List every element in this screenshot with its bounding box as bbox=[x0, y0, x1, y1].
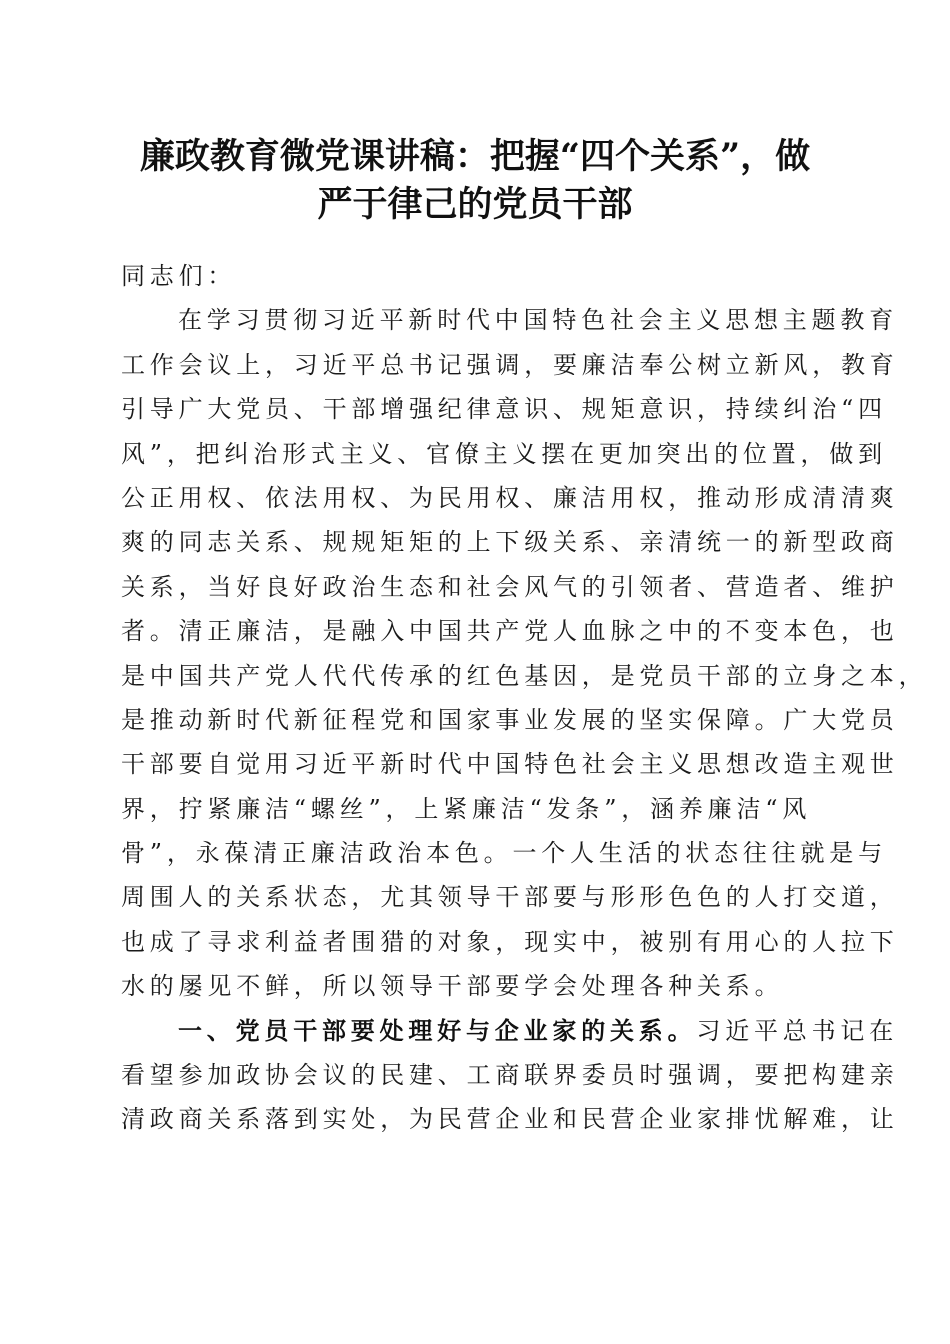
paragraph-line: 工作会议上，习近平总书记强调，要廉洁奉公树立新风，教育 bbox=[121, 350, 899, 379]
section-1-heading: 一、党员干部要处理好与企业家的关系。 bbox=[178, 1015, 697, 1045]
paragraph-line: 公正用权、依法用权、为民用权、廉洁用权，推动形成清清爽 bbox=[121, 483, 899, 512]
paragraph-line: 水的屡见不鲜，所以领导干部要学会处理各种关系。 bbox=[121, 972, 784, 1001]
paragraph-line: 关系，当好良好政治生态和社会风气的引领者、营造者、维护 bbox=[121, 572, 899, 601]
paragraph-line: 干部要自觉用习近平新时代中国特色社会主义思想改造主观世 bbox=[121, 750, 899, 779]
paragraph-line: 在学习贯彻习近平新时代中国特色社会主义思想主题教育 bbox=[178, 306, 898, 335]
paragraph-line: 清政商关系落到实处，为民营企业和民营企业家排忧解难，让 bbox=[121, 1105, 899, 1134]
paragraph-line: 看望参加政协会议的民建、工商联界委员时强调，要把构建亲 bbox=[121, 1061, 899, 1090]
document-title bbox=[110, 133, 840, 229]
document-body bbox=[121, 254, 928, 1142]
paragraph-line: 也成了寻求利益者围猎的对象，现实中，被别有用心的人拉下 bbox=[121, 927, 899, 956]
paragraph-line: 是推动新时代新征程党和国家事业发展的坚实保障。广大党员 bbox=[121, 705, 899, 734]
section-1 bbox=[121, 1009, 899, 1142]
paragraph-line: 是中国共产党人代代传承的红色基因，是党员干部的立身之本， bbox=[121, 661, 928, 690]
section-1-text: 习近平总书记在 bbox=[696, 1016, 899, 1045]
title-line-1: 廉政教育微党课讲稿：把握“四个关系”，做 bbox=[139, 136, 811, 177]
title-line-2: 严于律己的党员干部 bbox=[317, 184, 633, 225]
section-1-first-line bbox=[121, 1009, 899, 1053]
paragraph-line: 界，拧紧廉洁“螺丝”，上紧廉洁“发条”，涵养廉洁“风 bbox=[121, 794, 812, 823]
paragraph-line: 骨”，永葆清正廉洁政治本色。一个人生活的状态往往就是与 bbox=[121, 839, 887, 868]
paragraph-line: 周围人的关系状态，尤其领导干部要与形形色色的人打交道， bbox=[121, 883, 899, 912]
salutation: 同志们： bbox=[121, 262, 237, 290]
paragraph-line: 引导广大党员、干部增强纪律意识、规矩意识，持续纠治“四 bbox=[121, 395, 887, 424]
paragraph-line: 风”，把纠治形式主义、官僚主义摆在更加突出的位置，做到 bbox=[121, 439, 887, 468]
paragraph-line: 爽的同志关系、规规矩矩的上下级关系、亲清统一的新型政商 bbox=[121, 528, 899, 557]
paragraph-line: 者。清正廉洁，是融入中国共产党人血脉之中的不变本色，也 bbox=[121, 617, 899, 646]
paragraph-intro bbox=[121, 298, 928, 1008]
